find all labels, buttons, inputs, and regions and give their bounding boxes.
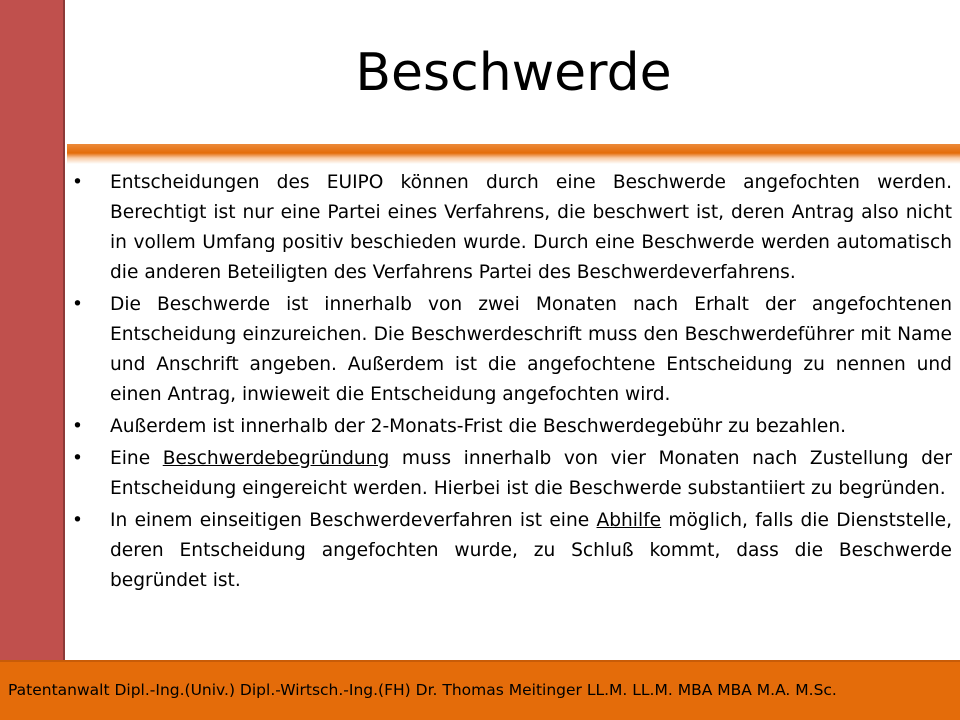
- slide-title: Beschwerde: [355, 43, 672, 103]
- bullet-text-before: Eine: [110, 448, 163, 469]
- bullet-text: Außerdem ist innerhalb der 2-Monats-Frist die Beschwerdegebühr zu bezahlen.: [110, 416, 847, 437]
- footer-bar: [0, 660, 960, 720]
- bullet-icon: •: [72, 172, 83, 193]
- bullet-item: [72, 290, 952, 410]
- underlined-term: Beschwerdebegründung: [162, 448, 390, 469]
- bullet-item: [72, 168, 952, 288]
- bullet-text: Entscheidungen des EUIPO können durch eine Beschwerde angefochten werden. Berechtigt ist nur eine Partei eines Verfahrens, die beschwert ist, deren Antrag also nicht in vollem Umfang positiv beschieden wurde. Durch eine Beschwerde werden automatisch die anderen Beteiligten des Verfahrens Partei des Beschwerdeverfahrens.: [110, 172, 952, 283]
- bullet-text-after: muss innerhalb von vier Monaten nach Zustellung der Entscheidung eingereicht werden. Hierbei ist die Beschwerde substantiiert zu begründen.: [110, 448, 952, 499]
- bullet-text-after: möglich, falls die Dienststelle, deren Entscheidung angefochten wurde, zu Schluß kommt, dass die Beschwerde begründet ist.: [110, 510, 952, 591]
- bullet-icon: •: [72, 294, 83, 315]
- title-divider: [67, 144, 960, 164]
- bullet-text: Die Beschwerde ist innerhalb von zwei Monaten nach Erhalt der angefochtenen Entscheidung einzureichen. Die Beschwerdeschrift muss den Beschwerdeführer mit Name und Anschrift angeben. Außerdem ist die angefochtene Entscheidung zu nennen und einen Antrag, inwieweit die Entscheidung angefochten wird.: [110, 294, 952, 405]
- bullet-list: [72, 168, 952, 598]
- bullet-icon: •: [72, 510, 83, 531]
- bullet-item: [72, 444, 952, 504]
- underlined-term: Abhilfe: [596, 510, 662, 531]
- bullet-item: [72, 412, 952, 442]
- bullet-icon: •: [72, 448, 83, 469]
- footer-text: Patentanwalt Dipl.-Ing.(Univ.) Dipl.-Wirtsch.-Ing.(FH) Dr. Thomas Meitinger LL.M. LL.M. MBA MBA M.A. M.Sc.: [8, 681, 837, 699]
- bullet-item: [72, 506, 952, 596]
- bullet-text-before: In einem einseitigen Beschwerdeverfahren ist eine: [110, 510, 597, 531]
- bullet-icon: •: [72, 416, 83, 437]
- left-accent-bar: [0, 0, 65, 660]
